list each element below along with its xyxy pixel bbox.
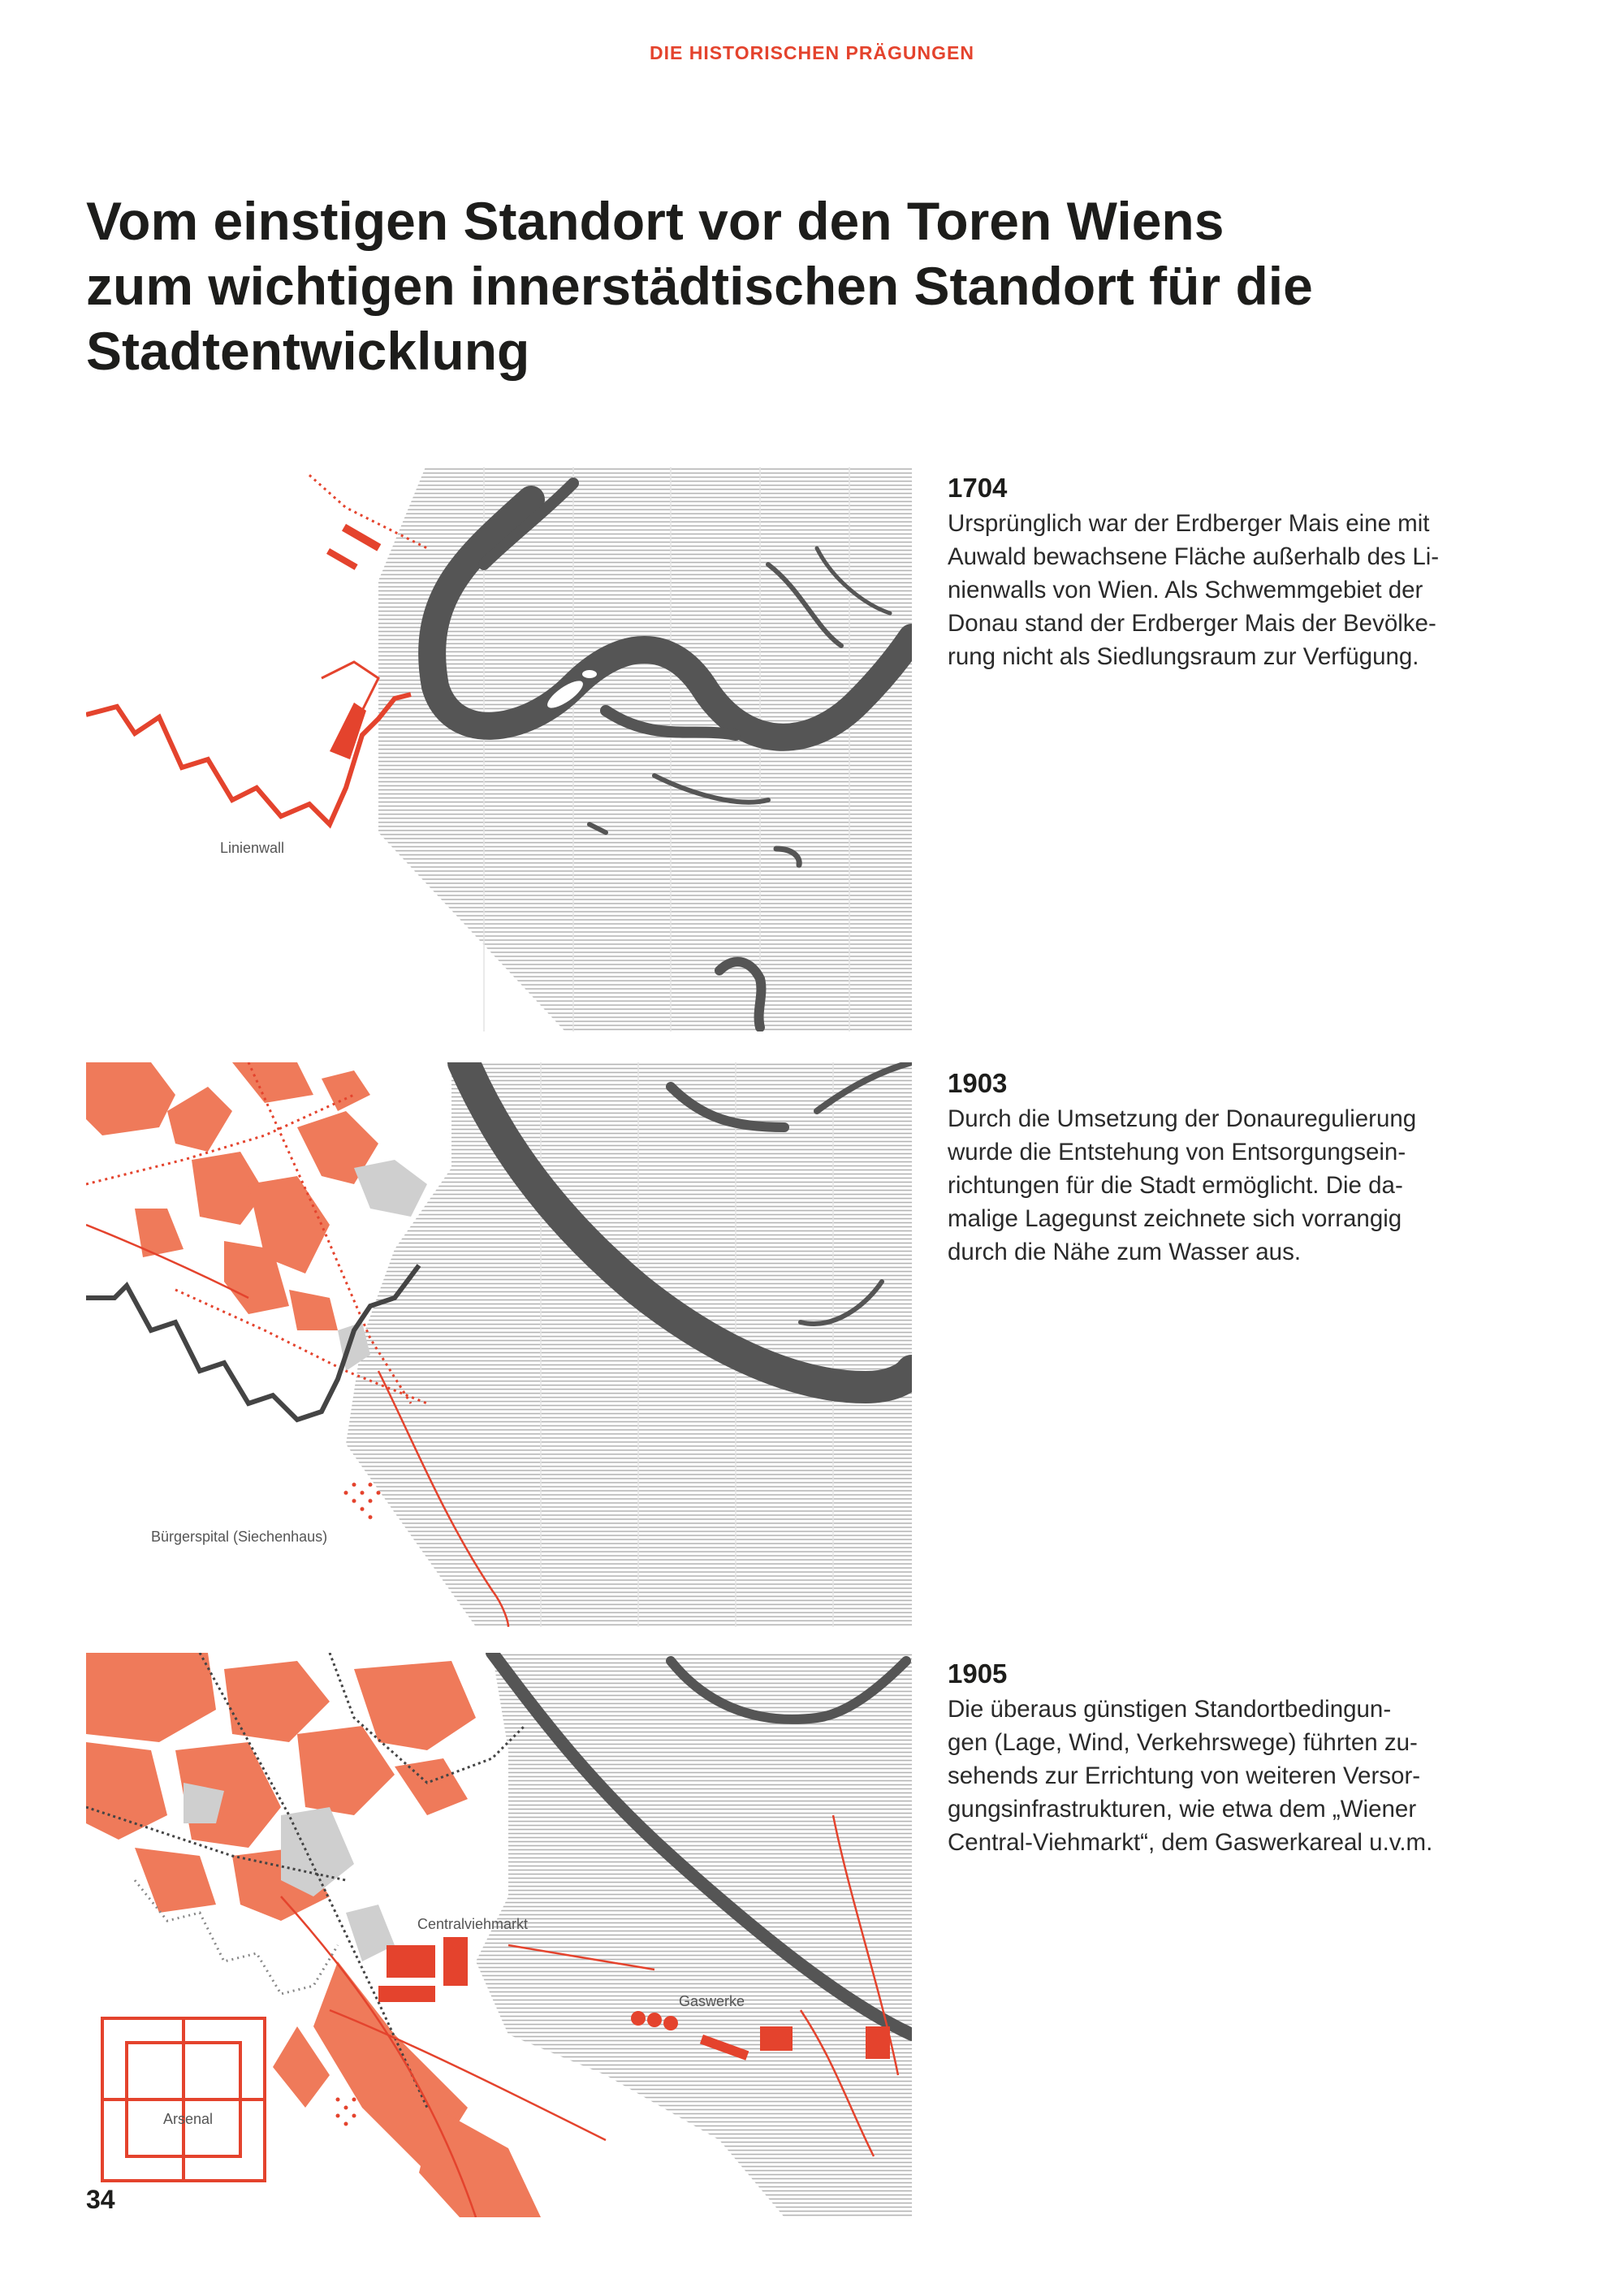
map-1903-svg [86,1062,912,1627]
title-line-2: zum wichtigen innerstädtischen Standort für die [86,256,1313,316]
map-1905 [86,1653,912,2217]
arsenal-fortress [102,2018,265,2181]
map-1905-svg [86,1653,912,2217]
map-label-arsenal: Arsenal [163,2111,214,2127]
entry-year: 1905 [948,1658,1008,1689]
entry-text: Durch die Umsetzung der Donauregulierung wurde die Entstehung von Entsorgungsein- richtungen für die Stadt ermöglicht. Die da- malige Lagegunst zeichnete sich vorrangig durch die Nähe zum Wasser aus. [948,1105,1417,1265]
entry-text: Die überaus günstigen Standortbedingun- gen (Lage, Wind, Verkehrswege) führten zu- sehends zur Errichtung von weiteren Versor- gungsinfrastrukturen, wie etwa dem „Wiener Central-Viehmarkt“, dem Gaswerkareal u.v.m. [948,1696,1433,1856]
map-1704 [86,467,912,1031]
page-title [86,188,1466,383]
map-label-buergerspital: Bürgerspital (Siechenhaus) [151,1529,328,1545]
section-label: DIE HISTORISCHEN PRÄGUNGEN [649,42,974,63]
page-number: 34 [86,2185,115,2214]
centralviehmarkt-blocks [378,1937,468,2002]
entry-1704 [948,471,1500,673]
map-label-gaswerke: Gaswerke [679,1993,745,2009]
map-label-centralviehmarkt: Centralviehmarkt [417,1916,529,1932]
floodplain-area [346,1062,912,1627]
title-line-1: Vom einstigen Standort vor den Toren Wiens [86,191,1224,251]
entry-1905 [948,1657,1500,1859]
entry-year: 1704 [948,473,1008,503]
title-line-3: Stadtentwicklung [86,321,530,381]
entry-year: 1903 [948,1068,1008,1098]
buergerspital-hatch [344,1483,381,1520]
map-1704-svg [86,467,912,1031]
floodplain-area [476,1653,912,2217]
map-1903 [86,1062,912,1627]
map-label-linienwall: Linienwall [220,840,285,856]
entry-1903 [948,1066,1500,1269]
buergerspital-hatch [336,2098,356,2126]
entry-text: Ursprünglich war der Erdberger Mais eine mit Auwald bewachsene Fläche außerhalb des Li- nienwalls von Wien. Als Schwemmgebiet der Donau stand der Erdberger Mais der Bevölke- rung nicht als Siedlungsraum zur Verfügung. [948,510,1440,670]
